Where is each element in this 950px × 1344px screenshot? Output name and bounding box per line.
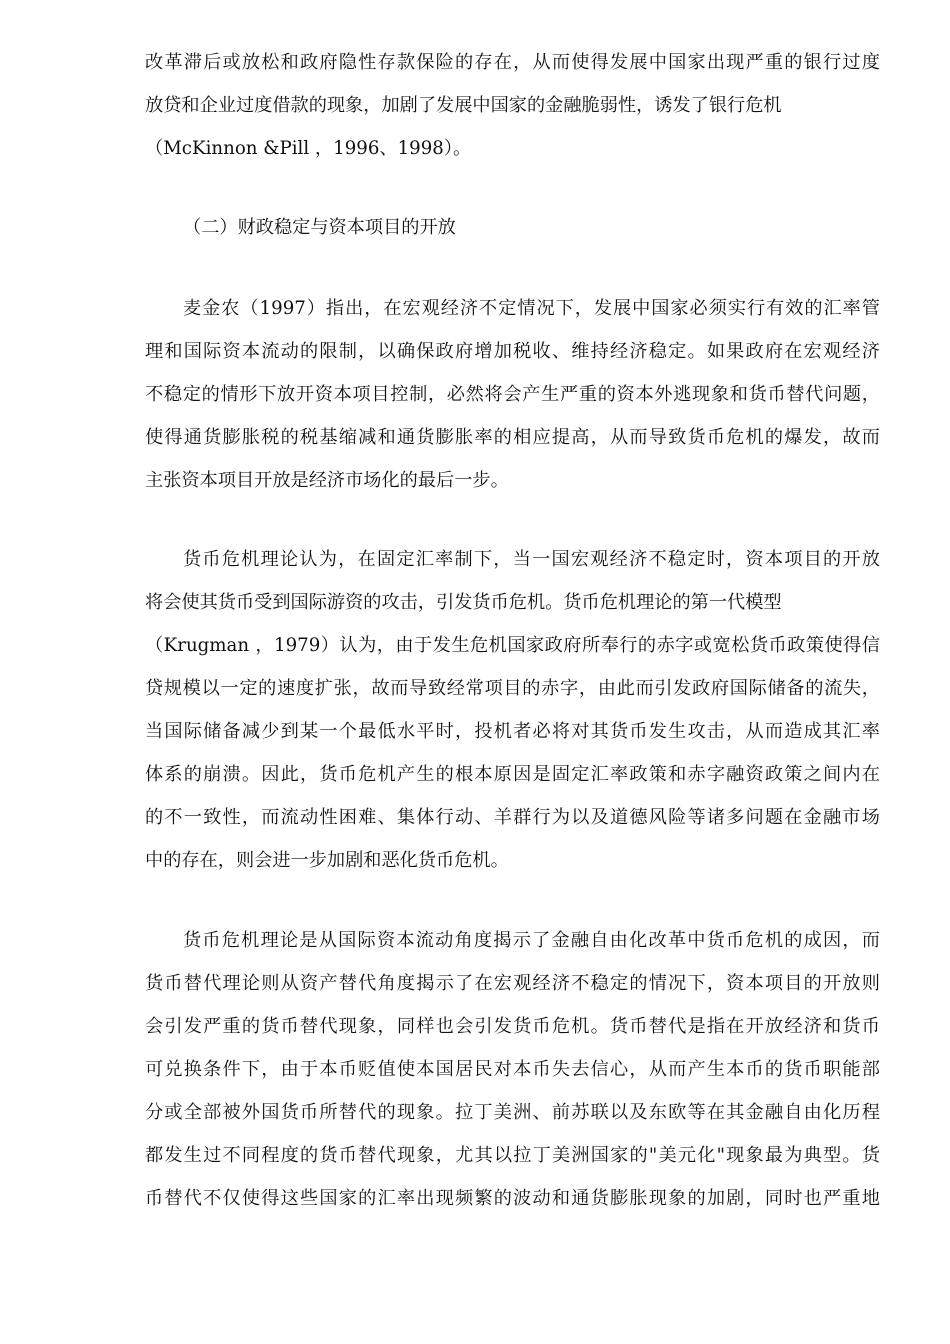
paragraph-3-line-3: （Krugman ，1979）认为，由于发生危机国家政府所奉行的赤字或宽松货币政策使得信 (145, 635, 880, 656)
paragraph-2-line-4: 使得通货膨胀税的税基缩减和通货膨胀率的相应提高，从而导致货币危机的爆发，故而 (145, 427, 880, 448)
section-heading: （二）财政稳定与资本项目的开放 (183, 217, 456, 238)
paragraph-3-line-1: 货币危机理论认为，在固定汇率制下，当一国宏观经济不稳定时，资本项目的开放 (183, 549, 880, 570)
paragraph-4-line-6: 都发生过不同程度的货币替代现象，尤其以拉丁美洲国家的"美元化"现象最为典型。货 (145, 1145, 880, 1166)
paragraph-4-line-2: 货币替代理论则从资产替代角度揭示了在宏观经济不稳定的情况下，资本项目的开放则 (145, 973, 880, 994)
paragraph-3-line-8: 中的存在，则会进一步加剧和恶化货币危机。 (145, 850, 509, 871)
paragraph-4-line-3: 会引发严重的货币替代现象，同样也会引发货币危机。货币替代是指在开放经济和货币 (145, 1016, 880, 1037)
paragraph-1-line-1: 改革滞后或放松和政府隐性存款保险的存在，从而使得发展中国家出现严重的银行过度 (145, 52, 880, 73)
paragraph-2-line-5: 主张资本项目开放是经济市场化的最后一步。 (145, 470, 509, 491)
paragraph-4-line-7: 币替代不仅使得这些国家的汇率出现频繁的波动和通货膨胀现象的加剧，同时也严重地 (145, 1188, 880, 1209)
paragraph-4-line-4: 可兑换条件下，由于本币贬值使本国居民对本币失去信心，从而产生本币的货币职能部 (145, 1059, 880, 1080)
paragraph-1-line-3: （McKinnon &Pill ，1996、1998）。 (145, 138, 472, 159)
paragraph-1-line-2: 放贷和企业过度借款的现象，加剧了发展中国家的金融脆弱性，诱发了银行危机 (145, 95, 782, 116)
paragraph-3-line-5: 当国际储备减少到某一个最低水平时，投机者必将对其货币发生攻击，从而造成其汇率 (145, 721, 880, 742)
paragraph-4-line-1: 货币危机理论是从国际资本流动角度揭示了金融自由化改革中货币危机的成因，而 (183, 930, 880, 951)
paragraph-3-line-6: 体系的崩溃。因此，货币危机产生的根本原因是固定汇率政策和赤字融资政策之间内在 (145, 764, 880, 785)
paragraph-2-line-1: 麦金农（1997）指出，在宏观经济不定情况下，发展中国家必须实行有效的汇率管 (183, 298, 880, 319)
paragraph-3-line-2: 将会使其货币受到国际游资的攻击，引发货币危机。货币危机理论的第一代模型 (145, 592, 782, 613)
paragraph-3-line-7: 的不一致性，而流动性困难、集体行动、羊群行为以及道德风险等诸多问题在金融市场 (145, 807, 880, 828)
paragraph-3-line-4: 贷规模以一定的速度扩张，故而导致经常项目的赤字，由此而引发政府国际储备的流失， (145, 678, 880, 699)
paragraph-4-line-5: 分或全部被外国货币所替代的现象。拉丁美洲、前苏联以及东欧等在其金融自由化历程 (145, 1102, 880, 1123)
paragraph-2-line-2: 理和国际资本流动的限制，以确保政府增加税收、维持经济稳定。如果政府在宏观经济 (145, 341, 880, 362)
paragraph-2-line-3: 不稳定的情形下放开资本项目控制，必然将会产生严重的资本外逃现象和货币替代问题， (145, 384, 880, 405)
